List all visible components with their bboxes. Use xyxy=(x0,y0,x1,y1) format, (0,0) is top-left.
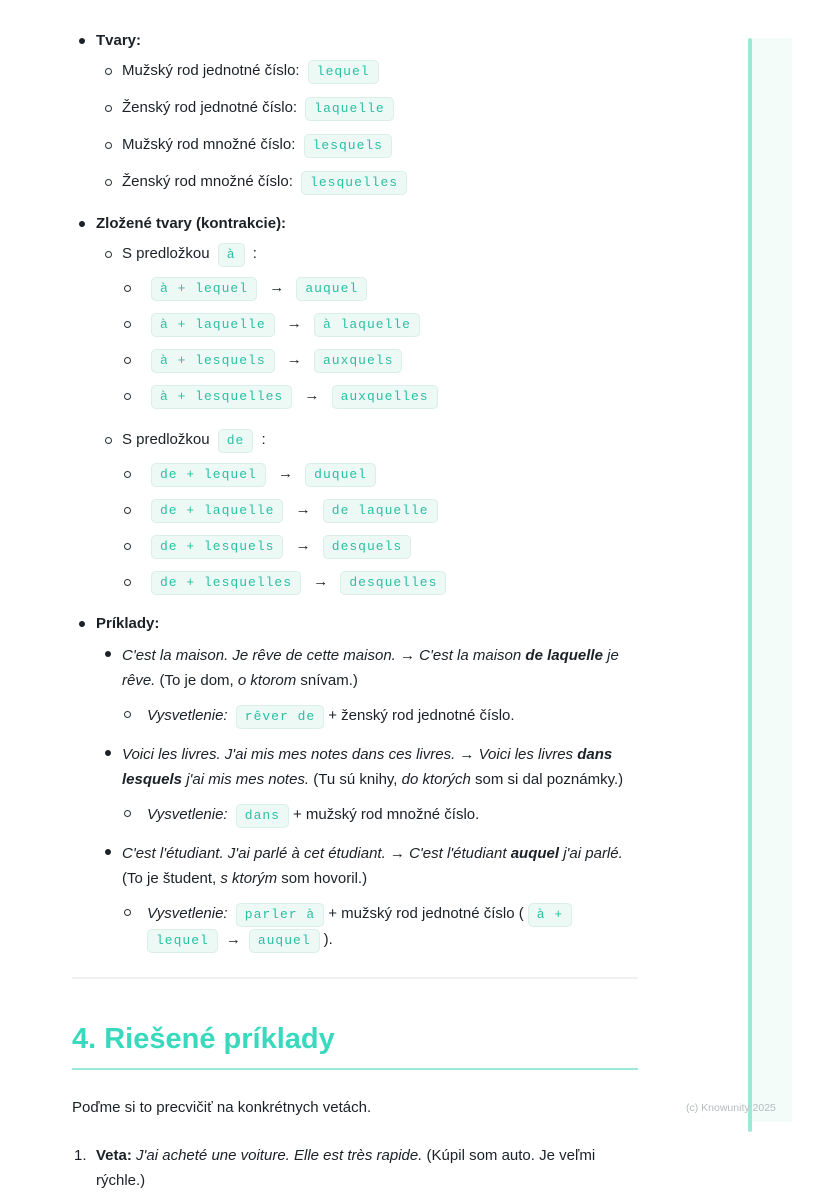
circle-bullet-icon xyxy=(105,105,112,112)
code-badge: lequel xyxy=(308,60,379,84)
circle-bullet-icon xyxy=(124,543,131,550)
circle-bullet-icon xyxy=(105,68,112,75)
intro-paragraph: Poďme si to precvičiť na konkrétnych vetách. xyxy=(72,1099,372,1116)
example-french: C'est la maison. Je rêve de cette maison. → C'est la maison xyxy=(122,647,526,664)
form-label: Mužský rod jednotné číslo: xyxy=(122,62,300,79)
code-badge: de + lesquels xyxy=(151,535,283,559)
code-badge: auxquels xyxy=(314,349,402,373)
contraction-row xyxy=(122,277,638,301)
arrow-icon: → xyxy=(269,279,285,296)
code-badge: à + xyxy=(528,903,572,927)
code-badge: lesquels xyxy=(304,134,392,158)
example-french-tail: j'ai parlé. xyxy=(559,845,623,862)
example-french-tail: j'ai mis mes notes. xyxy=(182,771,310,788)
explanation-text: + mužský rod jednotné číslo ( xyxy=(328,905,524,922)
copyright-watermark: (c) Knowunity 2025 xyxy=(686,1102,776,1114)
explanation-close: ). xyxy=(323,931,333,948)
veta-french: J'ai acheté une voiture. Elle est très rapide. xyxy=(136,1147,423,1164)
document-content xyxy=(72,30,638,1193)
arrow-icon: → xyxy=(286,315,302,332)
code-badge: à + lesquels xyxy=(151,349,275,373)
explanation-list xyxy=(122,901,638,953)
examples-list xyxy=(96,643,638,953)
circle-bullet-icon xyxy=(105,179,112,186)
code-badge: auquel xyxy=(249,929,320,953)
explanation-list xyxy=(122,703,638,729)
section-heading: 4. Riešené príklady xyxy=(72,1023,638,1070)
explanation-text: + ženský rod jednotné číslo. xyxy=(328,707,515,724)
disc-bullet-icon xyxy=(79,38,85,44)
circle-bullet-icon xyxy=(124,810,131,817)
explanation-label: Vysvetlenie: xyxy=(147,806,228,823)
example-slovak-italic: o ktorom xyxy=(237,672,297,689)
example-slovak-close: som hovoril.) xyxy=(277,870,368,887)
list-item xyxy=(96,60,638,84)
group-prefix: S predložkou xyxy=(122,245,210,262)
section-title-priklady: Príklady: xyxy=(96,615,160,632)
circle-bullet-icon xyxy=(124,507,131,514)
disc-bullet-icon xyxy=(79,221,85,227)
form-label: Mužský rod množné číslo: xyxy=(122,136,296,153)
contraction-row xyxy=(122,463,638,487)
section-divider xyxy=(72,977,638,979)
explanation-label: Vysvetlenie: xyxy=(147,905,228,922)
page-edge-tint xyxy=(752,38,792,1122)
example-highlight: dans lesquels xyxy=(122,746,613,788)
example-slovak-italic: do ktorých xyxy=(401,771,471,788)
example-highlight: de laquelle xyxy=(525,647,603,664)
form-label: Ženský rod množné číslo: xyxy=(122,173,293,190)
circle-bullet-icon xyxy=(124,357,131,364)
contraction-rows xyxy=(122,463,638,595)
disc-bullet-icon xyxy=(79,621,85,627)
code-badge: auquel xyxy=(296,277,367,301)
disc-bullet-icon xyxy=(105,849,111,855)
explanation-item xyxy=(122,703,638,729)
exercise-item-1 xyxy=(72,1143,638,1193)
explanation-item xyxy=(122,901,638,953)
veta-slovak: (Kúpil som auto. Je veľmi rýchle.) xyxy=(96,1147,596,1189)
section-title-tvary: Tvary: xyxy=(96,32,142,49)
circle-bullet-icon xyxy=(124,321,131,328)
explanation-list xyxy=(122,802,638,828)
group-prefix: S predložkou xyxy=(122,431,210,448)
explanation-text: + mužský rod množné číslo. xyxy=(293,806,480,823)
code-badge: auxquelles xyxy=(332,385,438,409)
circle-bullet-icon xyxy=(105,251,112,258)
example-item xyxy=(96,841,638,953)
arrow-icon: → xyxy=(278,465,293,482)
contraction-row xyxy=(122,349,638,373)
group-suffix: : xyxy=(252,245,257,262)
circle-bullet-icon xyxy=(105,142,112,149)
arrow-icon: → xyxy=(295,501,311,518)
code-badge: de + lequel xyxy=(151,463,266,487)
code-badge: desquelles xyxy=(340,571,446,595)
example-french: C'est l'étudiant. J'ai parlé à cet étudiant. → C'est l'étudiant xyxy=(122,845,511,862)
arrow-icon: → xyxy=(225,931,241,948)
code-badge: dans xyxy=(236,804,289,828)
code-badge: duquel xyxy=(305,463,376,487)
code-badge: à + lesquelles xyxy=(151,385,292,409)
contraction-row xyxy=(122,499,638,523)
code-badge: parler à xyxy=(236,903,324,927)
explanation-label: Vysvetlenie: xyxy=(147,707,228,724)
form-label: Ženský rod jednotné číslo: xyxy=(122,99,298,116)
contraction-row xyxy=(122,385,638,409)
example-slovak: (To je študent, xyxy=(122,870,221,887)
circle-bullet-icon xyxy=(124,471,131,478)
section-tvary xyxy=(72,30,638,195)
circle-bullet-icon xyxy=(124,579,131,586)
arrow-icon: → xyxy=(304,387,320,404)
example-slovak-close: snívam.) xyxy=(296,672,358,689)
explanation-item xyxy=(122,802,638,828)
circle-bullet-icon xyxy=(124,285,131,292)
group-preposition-a xyxy=(96,243,638,409)
tvary-list xyxy=(96,60,638,195)
example-french-tail: je rêve. xyxy=(122,647,619,689)
arrow-icon: → xyxy=(286,351,302,368)
code-badge: de xyxy=(218,429,254,453)
item-number: 1. xyxy=(74,1147,87,1164)
contraction-row xyxy=(122,535,638,559)
outline-list xyxy=(72,30,638,953)
code-badge: rêver de xyxy=(236,705,324,729)
code-badge: de + lesquelles xyxy=(151,571,301,595)
example-slovak: (Tu sú knihy, xyxy=(309,771,402,788)
section-zlozene-tvary xyxy=(72,213,638,595)
code-badge: à laquelle xyxy=(314,313,420,337)
page-edge-accent-bar xyxy=(748,38,752,1132)
example-slovak-close: som si dal poznámky.) xyxy=(470,771,624,788)
code-badge: à + lequel xyxy=(151,277,257,301)
contraction-row xyxy=(122,571,638,595)
circle-bullet-icon xyxy=(124,393,131,400)
code-badge: desquels xyxy=(323,535,411,559)
circle-bullet-icon xyxy=(105,437,112,444)
example-highlight: auquel xyxy=(510,845,560,862)
code-badge: lesquelles xyxy=(301,171,407,195)
disc-bullet-icon xyxy=(105,651,111,657)
code-badge: de + laquelle xyxy=(151,499,283,523)
group-suffix: : xyxy=(261,431,266,448)
example-slovak-italic: s ktorým xyxy=(220,870,278,887)
code-badge: lequel xyxy=(147,929,218,953)
contraction-row xyxy=(122,313,638,337)
example-item xyxy=(96,643,638,729)
arrow-icon: → xyxy=(313,573,329,590)
group-preposition-de xyxy=(96,429,638,595)
code-badge: à + laquelle xyxy=(151,313,275,337)
contraction-rows xyxy=(122,277,638,409)
section-priklady xyxy=(72,613,638,953)
code-badge: à xyxy=(218,243,245,267)
code-badge: laquelle xyxy=(305,97,393,121)
list-item xyxy=(96,171,638,195)
arrow-icon: → xyxy=(295,537,311,554)
veta-label: Veta: xyxy=(96,1147,132,1164)
circle-bullet-icon xyxy=(124,711,131,718)
list-item xyxy=(96,97,638,121)
list-item xyxy=(96,134,638,158)
code-badge: de laquelle xyxy=(323,499,438,523)
disc-bullet-icon xyxy=(105,750,111,756)
exercise-list xyxy=(72,1143,638,1193)
example-french: Voici les livres. J'ai mis mes notes dans ces livres. → Voici les livres xyxy=(122,746,578,763)
circle-bullet-icon xyxy=(124,909,131,916)
section-title-zlozene: Zložené tvary (kontrakcie): xyxy=(96,215,287,232)
example-item xyxy=(96,742,638,828)
example-slovak: (To je dom, xyxy=(155,672,238,689)
contraction-groups xyxy=(96,243,638,595)
